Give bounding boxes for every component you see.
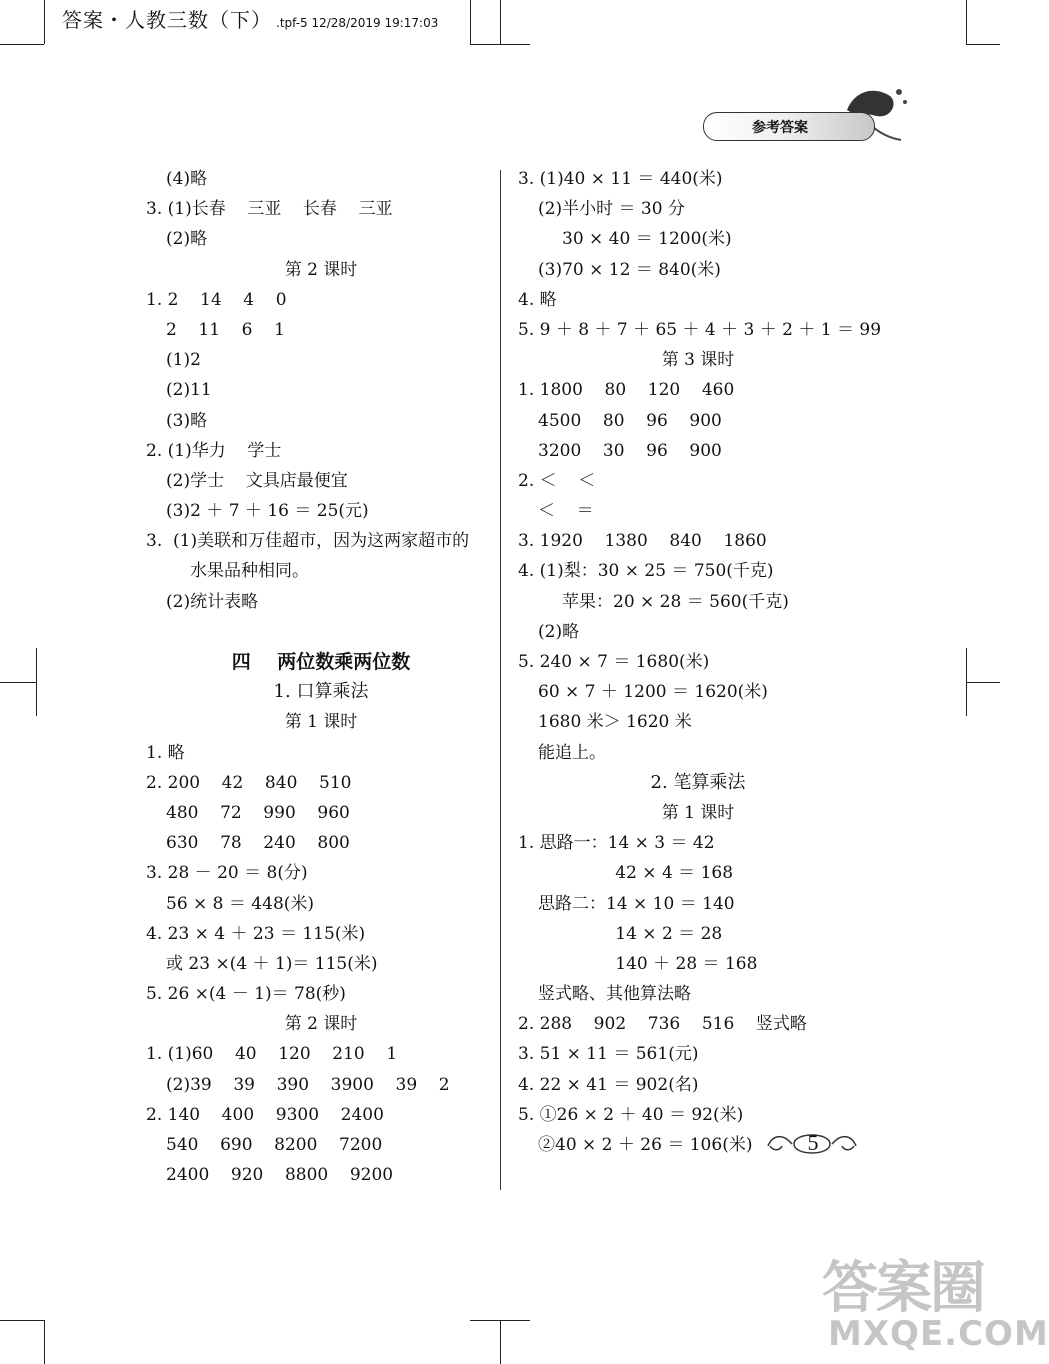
answer-line: 思路二：14 × 10 ＝ 140 [538,893,735,914]
answer-line: (3)略 [166,410,208,431]
answer-line: (2)半小时 ＝ 30 分 [538,199,685,220]
page-number: 5 [807,1130,819,1155]
answer-line: 第 1 课时 [284,712,358,733]
answer-line: 第 2 课时 [284,259,358,280]
answer-line: 水果品种相同。 [190,561,309,582]
answer-line: 第 3 课时 [661,350,735,371]
answer-line: 14 × 2 ＝ 28 [518,923,723,944]
answer-line [146,617,496,647]
crop-mark [470,1320,530,1321]
watermark-url: MXQE.COM [828,1314,1049,1354]
answer-line: 能追上。 [538,742,606,763]
answer-line: 或 23 ×(4 ＋ 1)＝ 115(米) [166,953,378,974]
answer-line: 3. (1)美联和万佳超市，因为这两家超市的 [146,531,470,552]
answer-line: 1. 口算乘法 [273,681,369,703]
left-column [146,164,496,1190]
answer-line: 4. 略 [518,289,557,310]
answer-line: 3. 51 × 11 ＝ 561(元) [518,1044,699,1065]
answer-line: 2 11 6 1 [166,319,285,340]
answer-line: (3)70 × 12 ＝ 840(米) [538,259,721,280]
answer-line: 4500 80 96 900 [538,410,722,431]
watermark-logo: 答案圈 [822,1256,984,1321]
answer-line: (1)2 [166,350,201,371]
right-column [518,164,882,1160]
crop-mark [500,0,501,44]
crop-mark [966,682,1000,683]
answer-line: 2. (1)华力 学士 [146,440,282,461]
crop-mark [966,44,1000,45]
answer-line: 3200 30 96 900 [538,440,722,461]
answer-line: 5. 26 ×(4 － 1)＝ 78(秒) [146,984,346,1005]
answer-line: 56 × 8 ＝ 448(米) [166,893,315,914]
crop-mark [500,1320,501,1364]
crop-mark [36,648,37,716]
crop-mark [966,0,967,44]
answer-line: (2)略 [166,229,208,250]
answer-line: 四 两位数乘两位数 [231,651,411,673]
answer-line: 630 78 240 800 [166,833,350,854]
answer-line: (2)学士 文具店最便宜 [166,470,348,491]
answer-line: 30 × 40 ＝ 1200(米) [562,229,732,250]
answer-line: 480 72 990 960 [166,802,350,823]
answer-line: 3. (1)长春 三亚 长春 三亚 [146,199,393,220]
answer-line: ＜ ＝ [538,501,594,522]
answer-line: 苹果：20 × 28 ＝ 560(千克) [562,591,789,612]
answer-line: 42 × 4 ＝ 168 [518,863,734,884]
answer-line: 1. 思路一：14 × 3 ＝ 42 [518,833,715,854]
answer-line: 第 1 课时 [661,802,735,823]
answer-line: 1680 米＞ 1620 米 [538,712,692,733]
crop-mark [0,682,36,683]
answer-line: (2)统计表略 [166,591,259,612]
answer-line: 1. 略 [146,742,185,763]
answer-line: 540 690 8200 7200 [166,1135,383,1155]
answer-line: 140 ＋ 28 ＝ 168 [518,953,758,974]
crop-mark [0,44,44,45]
answer-line: 竖式略、其他算法略 [538,984,691,1005]
crop-mark [44,0,45,44]
crop-mark [44,1320,45,1364]
answer-line: (2)略 [538,621,580,642]
crop-mark [470,44,530,45]
answer-line: 2. 200 42 840 510 [146,772,352,793]
print-header [62,4,438,33]
crop-mark [0,1320,44,1321]
answer-line: 60 × 7 ＋ 1200 ＝ 1620(米) [538,682,768,703]
page-number-ornament [764,1124,860,1164]
answer-line: 2. 笔算乘法 [650,771,746,793]
answer-line: 2. 288 902 736 516 竖式略 [518,1014,807,1035]
answer-line: 3. 1920 1380 840 1860 [518,531,767,552]
answer-line: (4)略 [166,169,208,189]
answer-line: 3. 28 － 20 ＝ 8(分) [146,863,308,884]
answer-banner [703,112,875,141]
crop-mark [470,0,471,44]
column-divider [500,170,501,1190]
answer-line: (2)11 [166,380,212,401]
answer-line: 4. (1)梨：30 × 25 ＝ 750(千克) [518,561,774,582]
answer-line: 4. 23 × 4 ＋ 23 ＝ 115(米) [146,923,366,944]
answer-line: 4. 22 × 41 ＝ 902(名) [518,1074,699,1095]
answer-line: 3. (1)40 × 11 ＝ 440(米) [518,169,723,189]
answer-line: 5. ①26 × 2 ＋ 40 ＝ 92(米) [518,1104,744,1125]
answer-line: 1. 2 14 4 0 [146,289,287,310]
banner-label: 参考答案 [752,120,808,136]
answer-line: 5. 240 × 7 ＝ 1680(米) [518,652,710,672]
answer-line: (2)39 39 390 3900 39 2 [166,1074,450,1095]
answer-line: 2. ＜ ＜ [518,470,596,491]
answer-line: 1. (1)60 40 120 210 1 [146,1044,398,1065]
answer-line: ②40 × 2 ＋ 26 ＝ 106(米) [538,1135,753,1155]
answer-line: (3)2 ＋ 7 ＋ 16 ＝ 25(元) [166,501,369,522]
answer-line: 1. 1800 80 120 460 [518,380,735,401]
answer-line: 5. 9 ＋ 8 ＋ 7 ＋ 65 ＋ 4 ＋ 3 ＋ 2 ＋ 1 ＝ 99 [518,319,882,340]
watermark [818,1244,1049,1364]
header-title: 答案・人教三数（下） [62,8,272,32]
header-stamp: .tpf-5 12/28/2019 19:17:03 [276,16,439,30]
answer-line: 2. 140 400 9300 2400 [146,1104,384,1125]
answer-line: 2400 920 8800 9200 [166,1165,394,1186]
answer-line: 第 2 课时 [284,1014,358,1035]
